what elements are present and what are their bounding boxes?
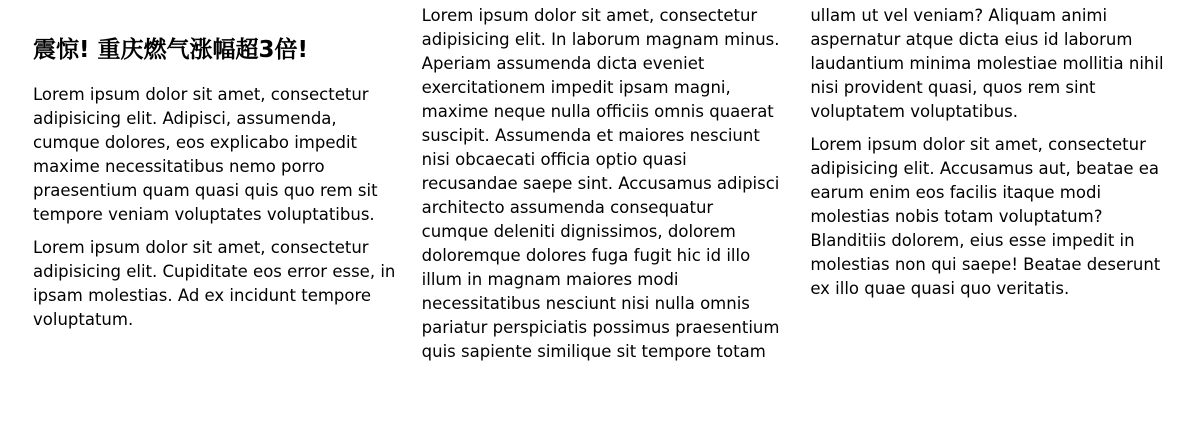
- article-paragraph-4: Lorem ipsum dolor sit amet, consectetur adipisicing elit. Accusamus aut, beatae ea earum enim eos facilis itaque modi molestias nobis totam voluptatum? Blanditiis dolorem, eius esse impedit in molestias non qui saepe! Beatae deserunt ex illo quae quasi quo veritatis.: [810, 135, 1161, 298]
- article-paragraph-2: Lorem ipsum dolor sit amet, consectetur adipisicing elit. Cupiditate eos error esse, in ipsam molestias. Ad ex incidunt tempore voluptatum.: [33, 238, 396, 329]
- article-paragraph-3: Lorem ipsum dolor sit amet, consectetur adipisicing elit. In laborum magnam minus. Aperiam assumenda dicta eveniet exercitationem impedit ipsam magni, maxime neque nulla officiis omnis quaerat suscipit. Assumenda et maiores nesciunt nisi obcaecati officia optio quasi recusandae saepe sint. Accusamus adipisci architecto assumenda consequatur cumque deleniti dignissimos, dolorem doloremque dolores fuga fugit hic id illo illum in magnam maiores modi necessitatibus nesciunt nisi nulla omnis pariatur perspiciatis possimus praesentium quis sapiente similique sit tempore totam ullam ut vel veniam? Aliquam animi aspernatur atque dicta eius id laborum laudantium minima molestiae mollitia nihil nisi provident quasi, quos rem sint voluptatem voluptatibus.: [421, 6, 1164, 361]
- article-headline: 震惊! 重庆燃气涨幅超3倍!: [33, 37, 308, 63]
- article-columns: [33, 4, 1173, 374]
- article-paragraph-1: Lorem ipsum dolor sit amet, consectetur adipisicing elit. Adipisci, assumenda, cumque dolores, eos explicabo impedit maxime necessitatibus nemo porro praesentium quam quasi quis quo rem sit tempore veniam voluptates voluptatibus.: [33, 85, 378, 224]
